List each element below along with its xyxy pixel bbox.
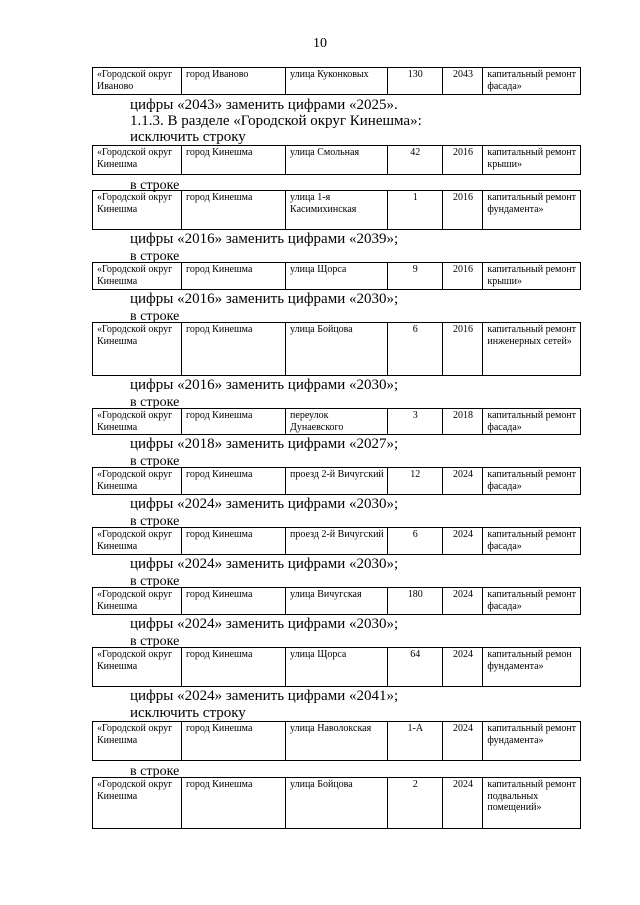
year-cell: 2024 xyxy=(442,528,483,555)
instruction-text: в строке xyxy=(130,249,180,264)
year-cell: 2024 xyxy=(442,722,483,761)
house-number-cell: 130 xyxy=(387,68,442,95)
work-type-cell: капитальный ремонт фундамента» xyxy=(483,722,581,761)
work-type-cell: капитальный ремонт фасада» xyxy=(483,409,581,435)
schedule-table-row xyxy=(92,67,581,95)
instruction-text: цифры «2016» заменить цифрами «2030»; xyxy=(130,291,399,307)
house-number-cell: 9 xyxy=(387,263,442,290)
town-cell: город Кинешма xyxy=(182,191,286,230)
table-row xyxy=(93,146,581,175)
year-cell: 2024 xyxy=(442,468,483,495)
district-cell: «Городской округ Кинешма xyxy=(93,191,182,230)
street-cell: улица Щорса xyxy=(286,263,388,290)
district-cell: «Городской округ Кинешма xyxy=(93,263,182,290)
house-number-cell: 6 xyxy=(387,528,442,555)
work-type-cell: капитальный ремонт фасада» xyxy=(483,588,581,615)
table-row xyxy=(93,263,581,290)
town-cell: город Кинешма xyxy=(182,468,286,495)
work-type-cell: капитальный ремонт фасада» xyxy=(483,528,581,555)
instruction-text: цифры «2018» заменить цифрами «2027»; xyxy=(130,436,399,452)
instruction-text: 1.1.3. В разделе «Городской округ Кинешма»: xyxy=(130,113,422,129)
instruction-text: цифры «2024» заменить цифрами «2041»; xyxy=(130,688,399,704)
district-cell: «Городской округ Кинешма xyxy=(93,588,182,615)
work-type-cell: капитальный ремон фундамента» xyxy=(483,648,581,687)
town-cell: город Кинешма xyxy=(182,146,286,175)
house-number-cell: 3 xyxy=(387,409,442,435)
house-number-cell: 42 xyxy=(387,146,442,175)
instruction-text: в строке xyxy=(130,454,180,469)
house-number-cell: 12 xyxy=(387,468,442,495)
schedule-table-row xyxy=(92,145,581,175)
town-cell: город Кинешма xyxy=(182,778,286,829)
table-row xyxy=(93,778,581,829)
instruction-text: цифры «2016» заменить цифрами «2030»; xyxy=(130,377,399,393)
street-cell: улица Щорса xyxy=(286,648,388,687)
schedule-table-row xyxy=(92,190,581,230)
table-row xyxy=(93,191,581,230)
instruction-text: в строке xyxy=(130,309,180,324)
year-cell: 2024 xyxy=(442,778,483,829)
house-number-cell: 180 xyxy=(387,588,442,615)
town-cell: город Кинешма xyxy=(182,409,286,435)
instruction-text: цифры «2024» заменить цифрами «2030»; xyxy=(130,616,399,632)
house-number-cell: 64 xyxy=(387,648,442,687)
table-row xyxy=(93,648,581,687)
district-cell: «Городской округ Кинешма xyxy=(93,146,182,175)
district-cell: «Городской округ Кинешма xyxy=(93,468,182,495)
street-cell: улица Бойцова xyxy=(286,323,388,376)
street-cell: проезд 2-й Вичугский xyxy=(286,528,388,555)
district-cell: «Городской округ Кинешма xyxy=(93,528,182,555)
district-cell: «Городской округ Иваново xyxy=(93,68,182,95)
work-type-cell: капитальный ремонт фасада» xyxy=(483,468,581,495)
year-cell: 2016 xyxy=(442,191,483,230)
year-cell: 2024 xyxy=(442,588,483,615)
instruction-text: в строке xyxy=(130,395,180,410)
schedule-table-row xyxy=(92,322,581,376)
instruction-text: в строке xyxy=(130,574,180,589)
street-cell: улица Наволокская xyxy=(286,722,388,761)
schedule-table-row xyxy=(92,408,581,435)
schedule-table-row xyxy=(92,527,581,555)
schedule-table-row xyxy=(92,647,581,687)
street-cell: улица Куконковых xyxy=(286,68,388,95)
schedule-table-row xyxy=(92,777,581,829)
schedule-table-row xyxy=(92,721,581,761)
house-number-cell: 1-А xyxy=(387,722,442,761)
town-cell: город Кинешма xyxy=(182,588,286,615)
schedule-table-row xyxy=(92,587,581,615)
street-cell: улица Бойцова xyxy=(286,778,388,829)
schedule-table-row xyxy=(92,467,581,495)
district-cell: «Городской округ Кинешма xyxy=(93,778,182,829)
instruction-text: цифры «2016» заменить цифрами «2039»; xyxy=(130,231,399,247)
table-row xyxy=(93,323,581,376)
house-number-cell: 2 xyxy=(387,778,442,829)
town-cell: город Кинешма xyxy=(182,648,286,687)
work-type-cell: капитальный ремонт фасада» xyxy=(483,68,581,95)
year-cell: 2016 xyxy=(442,146,483,175)
instruction-text: в строке xyxy=(130,514,180,529)
table-row xyxy=(93,528,581,555)
year-cell: 2016 xyxy=(442,263,483,290)
instruction-text: исключить строку xyxy=(130,129,246,145)
street-cell: улица Смольная xyxy=(286,146,388,175)
district-cell: «Городской округ Кинешма xyxy=(93,323,182,376)
year-cell: 2018 xyxy=(442,409,483,435)
district-cell: «Городской округ Кинешма xyxy=(93,648,182,687)
instruction-text: в строке xyxy=(130,178,180,193)
work-type-cell: капитальный ремонт фундамента» xyxy=(483,191,581,230)
town-cell: город Кинешма xyxy=(182,722,286,761)
year-cell: 2043 xyxy=(442,68,483,95)
year-cell: 2016 xyxy=(442,323,483,376)
instruction-text: цифры «2024» заменить цифрами «2030»; xyxy=(130,496,399,512)
schedule-table-row xyxy=(92,262,581,290)
table-row xyxy=(93,588,581,615)
work-type-cell: капитальный ремонт подвальных помещений» xyxy=(483,778,581,829)
table-row xyxy=(93,68,581,95)
town-cell: город Иваново xyxy=(182,68,286,95)
instruction-text: цифры «2043» заменить цифрами «2025». xyxy=(130,97,398,113)
table-row xyxy=(93,722,581,761)
work-type-cell: капитальный ремонт крыши» xyxy=(483,263,581,290)
instruction-text: в строке xyxy=(130,764,180,779)
town-cell: город Кинешма xyxy=(182,263,286,290)
street-cell: улица 1-я Касимихинская xyxy=(286,191,388,230)
instruction-text: исключить строку xyxy=(130,705,246,721)
work-type-cell: капитальный ремонт инженерных сетей» xyxy=(483,323,581,376)
page-number: 10 xyxy=(313,36,327,51)
street-cell: проезд 2-й Вичугский xyxy=(286,468,388,495)
town-cell: город Кинешма xyxy=(182,323,286,376)
table-row xyxy=(93,468,581,495)
work-type-cell: капитальный ремонт крыши» xyxy=(483,146,581,175)
instruction-text: в строке xyxy=(130,634,180,649)
house-number-cell: 1 xyxy=(387,191,442,230)
table-row xyxy=(93,409,581,435)
street-cell: улица Вичугская xyxy=(286,588,388,615)
street-cell: переулок Дунаевского xyxy=(286,409,388,435)
instruction-text: цифры «2024» заменить цифрами «2030»; xyxy=(130,556,399,572)
district-cell: «Городской округ Кинешма xyxy=(93,409,182,435)
town-cell: город Кинешма xyxy=(182,528,286,555)
district-cell: «Городской округ Кинешма xyxy=(93,722,182,761)
house-number-cell: 6 xyxy=(387,323,442,376)
year-cell: 2024 xyxy=(442,648,483,687)
